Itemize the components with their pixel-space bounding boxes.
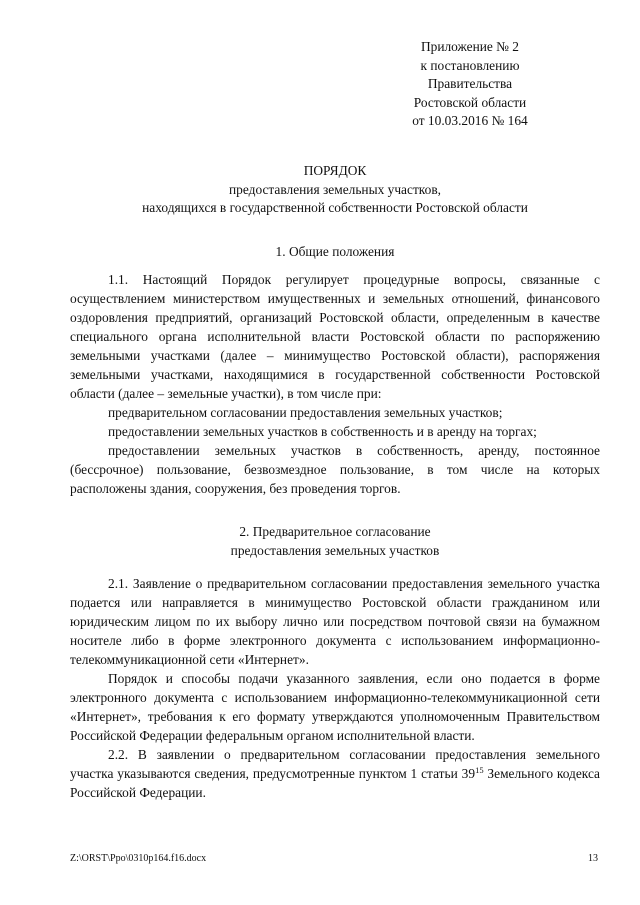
appendix-line: Приложение № 2 [420,39,520,54]
paragraph-text: 2.2. В заявлении о предварительном согласовании предоставления земельного участка указываются сведения, предусмотренные пунктом 1 статьи 39 [70,747,600,781]
paragraph: Порядок и способы подачи указанного заявления, если оно подается в форме электронного документа с использованием информационно-телекоммуникационной сети «Интернет», требования к его формату утверждаются уполномоченным Правительством Российской Федерации федеральным органом исполнительной власти. [70,671,600,743]
appendix-line: к постановлению [420,57,520,73]
paragraph: предоставлении земельных участков в собственность, аренду, постоянное (бессрочное) пользование, безвозмездное пользование, в том числе на которых расположены здания, сооружения, без проведения торгов. [70,443,600,496]
section-2-heading-line: 2. Предварительное согласование [239,524,431,539]
section-2-body [70,574,600,802]
paragraph: 2.1. Заявление о предварительном согласовании предоставления земельного участка подается или направляется в минимущество Ростовской области гражданином или юридическим лицом по их выбору лично или посредством почтовой связи на бумажном носителе либо в форме электронного документа с использованием информационно-телекоммуникационной сети «Интернет». [70,576,600,667]
section-2-heading [70,523,600,560]
paragraph-text: Земельного кодекса Российской Федерации. [70,766,600,800]
appendix-line: Правительства [427,76,513,91]
paragraph: предоставлении земельных участков в собственность и в аренду на торгах; [108,424,537,439]
section-2-heading-line: предоставления земельных участков [230,542,440,558]
footer-file-path: Z:\ORST\Ppo\0310p164.f16.docx [70,853,207,864]
page-number: 13 [588,853,598,864]
paragraph [70,745,600,802]
title-line: находящихся в государственной собственности Ростовской области [142,200,528,215]
paragraph: предварительном согласовании предоставления земельных участков; [108,405,503,420]
title-heading: ПОРЯДОК [303,163,367,178]
paragraph: 1.1. Настоящий Порядок регулирует процедурные вопросы, связанные с осуществлением министерством имущественных и земельных отношений, финансового оздоровления предприятий, организаций Ростовской области, определенным в качестве специального органа исполнительной власти Ростовской области по распоряжению земельными участками (далее – минимущество Ростовской области), распоряжения земельными участками, находящимися в государственной собственности Ростовской области (далее – земельные участки), в том числе при: [70,272,600,401]
title-line: предоставления земельных участков, [229,181,441,197]
appendix-block [370,38,570,131]
superscript: 15 [475,765,484,775]
section-1-body [70,270,600,498]
appendix-line: Ростовской области [413,94,527,110]
document-title [70,162,600,218]
appendix-line: от 10.03.2016 № 164 [412,113,528,128]
section-1-heading: 1. Общие положения [275,244,395,259]
